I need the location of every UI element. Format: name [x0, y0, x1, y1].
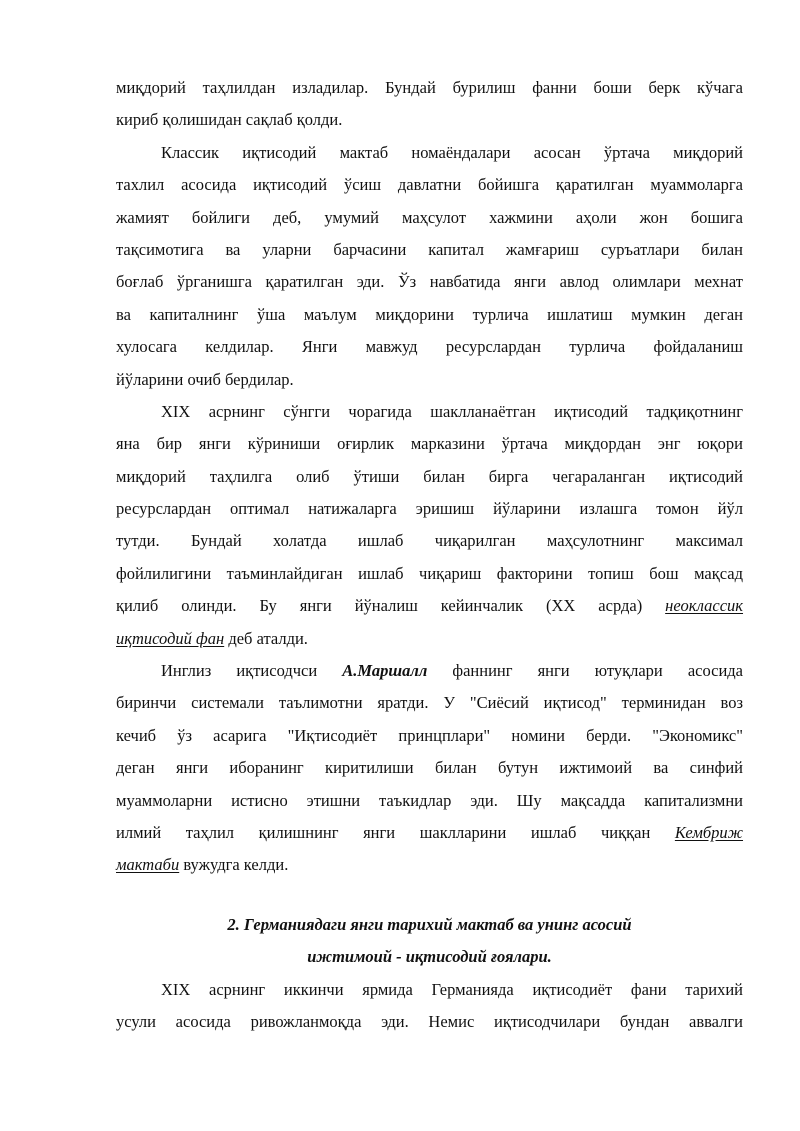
text-line: кечиб ўз асарига "Иқтисодиёт принцплари" номини берди. "Экономикс": [116, 725, 743, 745]
paragraph: [116, 655, 743, 882]
person-name: А.Маршалл: [342, 661, 428, 681]
text-line: муаммоларни истисно этишни таъкидлар эди. Шу мақсадда капитализмни: [116, 790, 743, 810]
text-line: усули асосида ривожланмоқда эди. Немис иқтисодчилари бундан аввалги: [116, 1011, 743, 1031]
text-line: миқдорий таҳлилга олиб ўтиши билан бирга чегараланган иқтисодий: [116, 466, 743, 486]
text-line: тутди. Бундай холатда ишлаб чиқарилган маҳсулотнинг максимал: [116, 531, 743, 551]
term-link-neoclassical-cont[interactable]: иқтисодий фан: [116, 628, 225, 648]
paragraph: [116, 72, 743, 137]
term-link-cambridge-cont[interactable]: мактаби: [116, 855, 180, 875]
text-line: Классик иқтисодий мактаб номаёндалари асосан ўртача миқдорий: [161, 142, 743, 162]
text-line: кириб қолишидан сақлаб қолди.: [116, 110, 343, 130]
paragraph: [116, 396, 743, 655]
text-run: фаннинг янги ютуқлари асосида: [427, 661, 743, 681]
text-line: [116, 590, 743, 622]
text-line: [116, 655, 743, 687]
text-line: фойлилигини таъминлайдиган ишлаб чиқариш факторини топиш бош мақсад: [116, 563, 743, 583]
document-page: [116, 72, 743, 1038]
text-run: илмий таҳлил қилишнинг янги шаклларини ишлаб чиққан: [116, 822, 651, 842]
heading-line: ижтимоий - иқтисодий ғоялари.: [307, 947, 552, 967]
text-line: [116, 817, 743, 849]
text-run: қилиб олинди. Бу янги йўналиш кейинчалик (XX асрда): [116, 596, 643, 616]
text-line: жамият бойлиги деб, умумий маҳсулот хажмини аҳоли жон бошига: [116, 207, 743, 227]
text-run: деб аталди.: [224, 628, 308, 648]
section-heading: [116, 909, 743, 974]
text-line: ва капиталнинг ўша маълум миқдорини турлича ишлатиш мумкин деган: [116, 304, 743, 324]
text-line: [116, 623, 743, 655]
term-link-cambridge[interactable]: Кембриж: [674, 822, 744, 842]
paragraph: [116, 974, 743, 1039]
text-line: деган янги иборанинг киритилиши билан бутун ижтимоий ва синфий: [116, 758, 743, 778]
text-line: тақсимотига ва уларни барчасини капитал жамғариш суръатлари билан: [116, 239, 743, 259]
heading-line: 2. Германиядаги янги тарихий мактаб ва унинг асосий: [227, 914, 632, 934]
term-link-neoclassical[interactable]: неоклассик: [665, 596, 744, 616]
text-line: биринчи системали таълимотни яратди. У "Сиёсий иқтисод" терминидан воз: [116, 693, 743, 713]
text-line: яна бир янги кўриниши оғирлик марказини ўртача миқдордан энг юқори: [116, 434, 743, 454]
text-line: йўларини очиб бердилар.: [116, 369, 294, 389]
spacer: [116, 882, 743, 909]
text-run: вужудга келди.: [179, 855, 289, 875]
text-line: хулосага келдилар. Янги мавжуд ресурслардан турлича фойдаланиш: [116, 337, 743, 357]
text-line: XIX асрнинг сўнгги чорагида шаклланаётган иқтисодий тадқиқотнинг: [161, 401, 743, 421]
text-line: XIX асрнинг иккинчи ярмида Германияда иқтисодиёт фани тарихий: [161, 979, 743, 999]
text-line: миқдорий таҳлилдан изладилар. Бундай бурилиш фанни боши берк кўчага: [116, 78, 743, 97]
paragraph: [116, 137, 743, 396]
text-line: боғлаб ўрганишга қаратилган эди. Ўз навбатида янги авлод олимлари мехнат: [116, 272, 743, 292]
text-run: Инглиз иқтисодчси: [161, 661, 343, 681]
text-line: тахлил асосида иқтисодий ўсиш давлатни бойишга қаратилган муаммоларга: [116, 175, 743, 195]
text-line: ресурслардан оптимал натижаларга эришиш йўларини излашга томон йўл: [116, 499, 743, 519]
text-line: [116, 849, 743, 881]
